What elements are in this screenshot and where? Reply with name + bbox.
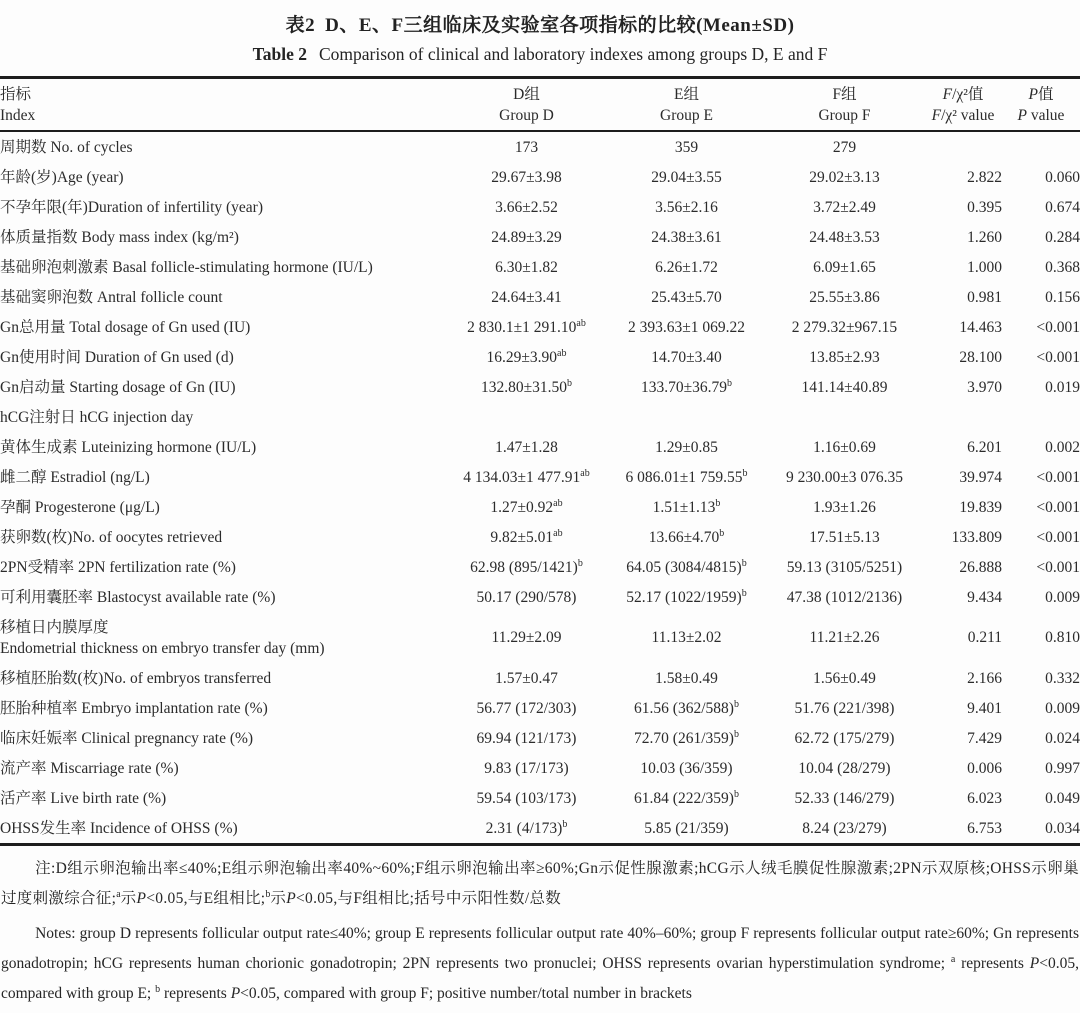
statistic-value: 0.395 xyxy=(967,198,1002,216)
row-label-cell: 不孕年限(年)Duration of infertility (year) xyxy=(0,198,263,216)
table-title-en-text: Comparison of clinical and laboratory indexes among groups D, E and F xyxy=(318,44,828,64)
group-f-value: 29.02±3.13 xyxy=(809,168,880,186)
group-e-value: 24.38±3.61 xyxy=(651,228,722,246)
row-label-cell: 活产率 Live birth rate (%) xyxy=(0,789,167,807)
column-header-group-f-zh: F组 xyxy=(832,85,857,103)
p-value: 0.009 xyxy=(1045,699,1080,717)
group-f-value: 62.72 (175/279) xyxy=(794,729,895,747)
table-title-zh-text: D、E、F三组临床及实验室各项指标的比较(Mean±SD) xyxy=(325,15,795,36)
p-value: 0.810 xyxy=(1045,629,1080,646)
p-value: 0.002 xyxy=(1045,438,1080,456)
row-label-cell: Gn总用量 Total dosage of Gn used (IU) xyxy=(0,318,251,336)
column-header-group-e-zh: E组 xyxy=(674,85,699,103)
table-row xyxy=(0,342,1080,372)
group-e-value: 61.84 $(222/359)^b$ xyxy=(634,788,739,807)
stat-header-zh: /χ²值 xyxy=(952,85,984,103)
group-f-value: 8.24 (23/279) xyxy=(802,819,887,837)
group-d-value: 16.29±3.90$^{ab}$ xyxy=(486,347,567,366)
table-row xyxy=(0,162,1080,192)
table-row xyxy=(0,582,1080,612)
row-label-cell: 2PN受精率 2PN fertilization rate (%) xyxy=(0,558,236,576)
group-d-value: 11.29±2.09 xyxy=(491,629,562,646)
group-e-value: 6 086.01±1 759.55$^b$ xyxy=(625,467,748,486)
row-label-cell: OHSS发生率 Incidence of OHSS (%) xyxy=(0,819,238,837)
notes-zh: 注:D组示卵泡输出率≤40%;E组示卵泡输出率40%~60%;F组示卵泡输出率≥60%;Gn示促性腺激素;hCG示人绒毛膜促性腺激素;2PN示双原核;OHSS示卵巢过度刺激综合征;$^a$示P<0.05,与E组相比;$^b$示P<0.05,与F组相比;括号中示阳性数/总数 xyxy=(1,860,1079,907)
group-e-value: 1.58±0.49 xyxy=(655,669,718,687)
group-e-value: 14.70±3.40 xyxy=(651,348,722,366)
p-value: 0.009 xyxy=(1045,588,1080,606)
p-value: 0.997 xyxy=(1045,759,1080,777)
table-row xyxy=(0,402,1080,432)
table-row xyxy=(0,282,1080,312)
table-row xyxy=(0,783,1080,813)
group-f-value: 3.72±2.49 xyxy=(813,198,876,216)
table-row xyxy=(0,552,1080,582)
statistic-value: 9.401 xyxy=(967,699,1002,717)
column-header-group-f xyxy=(765,78,924,132)
statistic-value: 1.260 xyxy=(967,228,1002,246)
statistic-value: 6.201 xyxy=(967,438,1002,456)
column-header-group-f-en: Group F xyxy=(818,106,871,124)
group-d-value: 29.67±3.98 xyxy=(491,168,562,186)
group-d-value: 24.89±3.29 xyxy=(491,228,562,246)
group-e-value: 5.85 (21/359) xyxy=(644,819,729,837)
row-label-cell: 孕酮 Progesterone (μg/L) xyxy=(0,498,160,516)
row-label-cell: 移植日内膜厚度 Endometrial thickness on embryo transfer day (mm) xyxy=(0,618,325,657)
p-value: <0.001 xyxy=(1036,348,1080,366)
statistic-value: 1.000 xyxy=(967,258,1002,276)
statistic-value xyxy=(924,131,1002,162)
table-row xyxy=(0,492,1080,522)
group-d-value: 69.94 (121/173) xyxy=(476,729,577,747)
group-f-value: 25.55±3.86 xyxy=(809,288,880,306)
comparison-table xyxy=(0,76,1080,846)
statistic-value: 3.970 xyxy=(967,378,1002,396)
p-symbol: P xyxy=(1028,85,1038,103)
row-label-cell: 移植胚胎数(枚)No. of embryos transferred xyxy=(0,669,272,687)
column-header-statistic xyxy=(924,78,1002,132)
statistic-value: 6.753 xyxy=(967,819,1002,837)
group-e-value: 64.05 $(3084/4815)^b$ xyxy=(626,557,747,576)
table-notes xyxy=(0,854,1080,1009)
group-f-value: 1.16±0.69 xyxy=(813,438,876,456)
table-row xyxy=(0,372,1080,402)
statistic-value: 9.434 xyxy=(967,588,1002,606)
group-d-value: 9.83 (17/173) xyxy=(484,759,569,777)
group-f-value: 6.09±1.65 xyxy=(813,258,876,276)
row-label-cell: 流产率 Miscarriage rate (%) xyxy=(0,759,179,777)
group-d-value: 173 xyxy=(514,138,539,156)
table-number-en: Table 2 xyxy=(252,44,307,64)
group-d-value: 9.82±5.01$^{ab}$ xyxy=(490,527,563,546)
group-f-value: 141.14±40.89 xyxy=(801,378,888,396)
table-row xyxy=(0,222,1080,252)
group-f-value: 1.56±0.49 xyxy=(813,669,876,687)
column-header-group-d-en: Group D xyxy=(499,106,554,124)
table-row xyxy=(0,462,1080,492)
p-value xyxy=(1002,131,1080,162)
group-f-value: 52.33 (146/279) xyxy=(794,789,895,807)
p-value: 0.049 xyxy=(1045,789,1080,807)
row-label-cell: 年龄(岁)Age (year) xyxy=(0,168,124,186)
group-d-value: 24.64±3.41 xyxy=(491,288,562,306)
table-row xyxy=(0,813,1080,845)
row-label-cell: 获卵数(枚)No. of oocytes retrieved xyxy=(0,528,223,546)
statistic-value: 6.023 xyxy=(967,789,1002,807)
group-d-value: 4 134.03±1 477.91$^{ab}$ xyxy=(463,467,590,486)
group-e-value: 1.29±0.85 xyxy=(655,438,718,456)
group-e-value: 72.70 $(261/359)^b$ xyxy=(634,728,739,747)
table-row xyxy=(0,663,1080,693)
row-label-cell: 雌二醇 Estradiol (ng/L) xyxy=(0,468,150,486)
column-header-group-e-en: Group E xyxy=(660,106,713,124)
row-label-cell: Gn使用时间 Duration of Gn used (d) xyxy=(0,348,234,366)
row-label-cell: 黄体生成素 Luteinizing hormone (IU/L) xyxy=(0,438,257,456)
p-value: 0.368 xyxy=(1045,258,1080,276)
table-row xyxy=(0,252,1080,282)
p-value: <0.001 xyxy=(1036,558,1080,576)
column-header-group-d-zh: D组 xyxy=(513,85,540,103)
table-row xyxy=(0,753,1080,783)
group-f-value: 11.21±2.26 xyxy=(809,629,880,646)
group-d-value: 56.77 (172/303) xyxy=(476,699,577,717)
notes-en: Notes: group D represents follicular output rate≤40%; group E represents follicular output rate 40%–60%; group F represents follicular output rate≥60%; Gn represents gonadotropin; hCG represents human chorionic gonadotropin; 2PN represents two pronuclei; OHSS represents ovarian hyperstimulation syndrome; $^a$ represents P<0.05, compared with group E; $^b$ represents P<0.05, compared with group F; positive number/total number in brackets xyxy=(1,925,1079,1002)
group-f-value xyxy=(765,402,924,432)
group-f-value: 47.38 (1012/2136) xyxy=(786,588,903,606)
table-row xyxy=(0,131,1080,162)
group-e-value: 1.51±1.13$^b$ xyxy=(652,497,721,516)
statistic-value: 28.100 xyxy=(959,348,1002,366)
table-row xyxy=(0,192,1080,222)
table-row xyxy=(0,723,1080,753)
group-e-value: 6.26±1.72 xyxy=(655,258,718,276)
group-f-value: 13.85±2.93 xyxy=(809,348,880,366)
p-symbol: P xyxy=(1017,106,1027,124)
group-e-value: 13.66±4.70$^b$ xyxy=(648,527,725,546)
table-row xyxy=(0,432,1080,462)
group-e-value: 25.43±5.70 xyxy=(651,288,722,306)
group-d-value xyxy=(445,402,608,432)
p-header-zh: 值 xyxy=(1037,85,1054,103)
group-d-value: 1.57±0.47 xyxy=(495,669,558,687)
p-header-en: value xyxy=(1027,106,1065,124)
group-e-value: 2 393.63±1 069.22 xyxy=(627,318,745,336)
statistic-value: 2.822 xyxy=(967,168,1002,186)
table-title-zh xyxy=(0,10,1080,37)
p-value: 0.156 xyxy=(1045,288,1080,306)
group-f-value: 24.48±3.53 xyxy=(809,228,880,246)
group-d-value: 3.66±2.52 xyxy=(495,198,558,216)
statistic-value: 19.839 xyxy=(959,498,1002,516)
group-e-value: 10.03 (36/359) xyxy=(640,759,733,777)
column-header-index-en: Index xyxy=(0,106,36,124)
row-label-cell: 基础卵泡刺激素 Basal follicle-stimulating hormone (IU/L) xyxy=(0,258,373,276)
statistic-value: 2.166 xyxy=(967,669,1002,687)
p-value: <0.001 xyxy=(1036,468,1080,486)
group-e-value: 3.56±2.16 xyxy=(655,198,718,216)
column-header-p-value xyxy=(1002,78,1080,132)
group-d-value: 1.27±0.92$^{ab}$ xyxy=(490,497,563,516)
row-label-cell: Gn启动量 Starting dosage of Gn (IU) xyxy=(0,378,236,396)
group-e-value: 359 xyxy=(674,138,699,156)
group-f-value: 59.13 (3105/5251) xyxy=(786,558,903,576)
statistic-value: 39.974 xyxy=(959,468,1002,486)
row-label-cell: 胚胎种植率 Embryo implantation rate (%) xyxy=(0,699,268,717)
statistic-value: 0.981 xyxy=(967,288,1002,306)
p-value: 0.019 xyxy=(1045,378,1080,396)
column-header-group-d xyxy=(445,78,608,132)
statistic-value xyxy=(924,402,1002,432)
p-value xyxy=(1002,402,1080,432)
column-header-group-e xyxy=(608,78,765,132)
group-e-value: 11.13±2.02 xyxy=(651,629,722,646)
row-label-cell: 体质量指数 Body mass index (kg/m²) xyxy=(0,228,239,246)
row-label-cell: 可利用囊胚率 Blastocyst available rate (%) xyxy=(0,588,276,606)
group-d-value: 50.17 (290/578) xyxy=(476,588,577,606)
table-number-zh: 表2 xyxy=(285,15,316,36)
statistic-value: 0.211 xyxy=(967,629,1002,646)
column-header-index xyxy=(0,78,445,132)
group-d-value: 2.31 $(4/173)^b$ xyxy=(485,818,568,837)
table-row xyxy=(0,693,1080,723)
statistic-value: 0.006 xyxy=(967,759,1002,777)
row-label-cell: 基础窦卵泡数 Antral follicle count xyxy=(0,288,223,306)
p-value: 0.024 xyxy=(1045,729,1080,747)
group-f-value: 10.04 (28/279) xyxy=(798,759,891,777)
column-header-index-zh: 指标 xyxy=(0,85,32,103)
stat-f-symbol: F xyxy=(931,106,942,124)
row-label-cell: 临床妊娠率 Clinical pregnancy rate (%) xyxy=(0,729,254,747)
p-value: <0.001 xyxy=(1036,528,1080,546)
group-d-value: 2 830.1±1 291.10$^{ab}$ xyxy=(467,317,586,336)
p-value: <0.001 xyxy=(1036,318,1080,336)
statistic-value: 26.888 xyxy=(959,558,1002,576)
row-label-cell: hCG注射日 hCG injection day xyxy=(0,408,194,426)
p-value: <0.001 xyxy=(1036,498,1080,516)
group-d-value: 62.98 $(895/1421)^b$ xyxy=(470,557,583,576)
group-e-value xyxy=(608,402,765,432)
p-value: 0.332 xyxy=(1045,669,1080,687)
stat-header-en: /χ² value xyxy=(941,106,995,124)
statistic-value: 133.809 xyxy=(951,528,1002,546)
group-f-value: 2 279.32±967.15 xyxy=(791,318,898,336)
table-row xyxy=(0,312,1080,342)
p-value: 0.034 xyxy=(1045,819,1080,837)
group-f-value: 9 230.00±3 076.35 xyxy=(785,468,903,486)
group-d-value: 132.80±31.50$^b$ xyxy=(480,377,572,396)
table-row xyxy=(0,612,1080,663)
group-e-value: 133.70±36.79$^b$ xyxy=(640,377,732,396)
group-e-value: 29.04±3.55 xyxy=(651,168,722,186)
statistic-value: 7.429 xyxy=(967,729,1002,747)
table-title-en xyxy=(0,44,1080,65)
group-e-value: 61.56 $(362/588)^b$ xyxy=(634,698,739,717)
group-f-value: 51.76 (221/398) xyxy=(794,699,895,717)
row-label-cell: 周期数 No. of cycles xyxy=(0,138,133,156)
group-d-value: 59.54 (103/173) xyxy=(476,789,577,807)
p-value: 0.284 xyxy=(1045,228,1080,246)
header-row xyxy=(0,78,1080,132)
group-d-value: 6.30±1.82 xyxy=(495,258,558,276)
group-e-value: 52.17 $(1022/1959)^b$ xyxy=(626,587,747,606)
stat-f-symbol: F xyxy=(942,85,953,103)
p-value: 0.674 xyxy=(1045,198,1080,216)
group-f-value: 17.51±5.13 xyxy=(809,528,880,546)
statistic-value: 14.463 xyxy=(959,318,1002,336)
group-f-value: 1.93±1.26 xyxy=(813,498,876,516)
group-d-value: 1.47±1.28 xyxy=(495,438,558,456)
p-value: 0.060 xyxy=(1045,168,1080,186)
table-row xyxy=(0,522,1080,552)
group-f-value: 279 xyxy=(832,138,857,156)
